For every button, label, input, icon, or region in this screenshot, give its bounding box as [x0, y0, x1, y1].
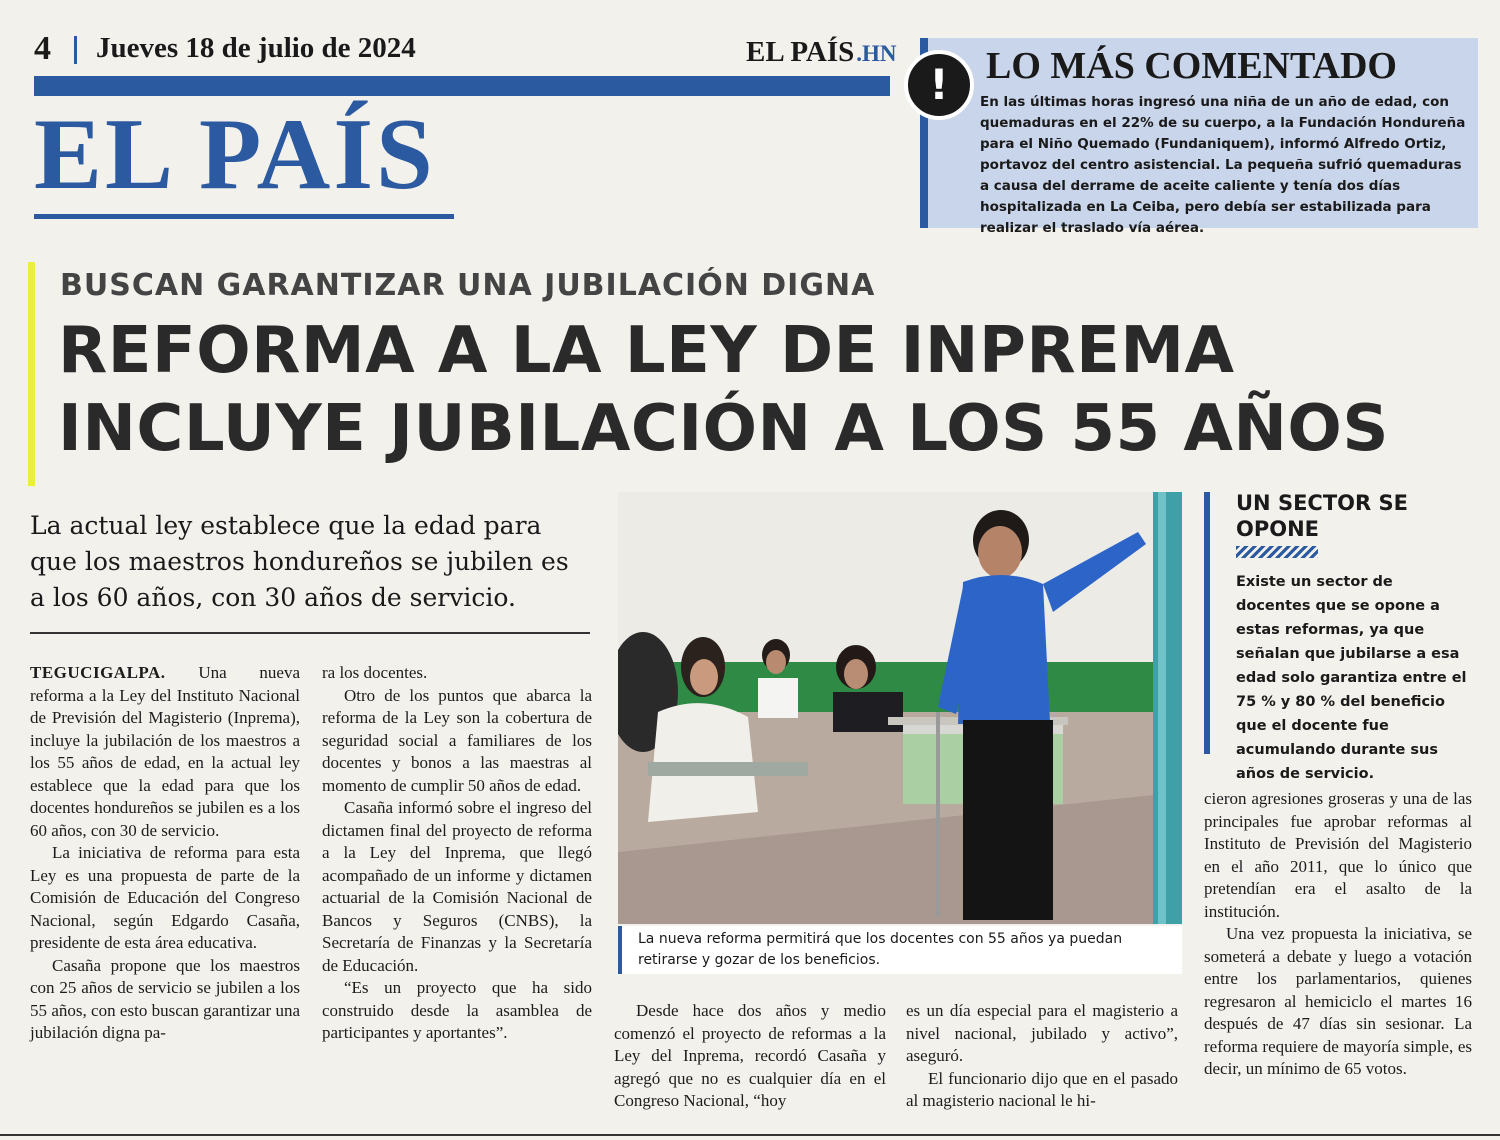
article-headline: [58, 312, 1478, 468]
highlight-box-title: LO MÁS COMENTADO: [986, 45, 1397, 87]
exclamation-icon: !: [904, 50, 974, 120]
sidebar-accent-bar: [1204, 492, 1210, 754]
article-kicker: BUSCAN GARANTIZAR UNA JUBILACIÓN DIGNA: [60, 268, 876, 303]
paragraph: cieron agresiones groseras y una de las principales fue aprobar reformas al Instituto de Previsión del Magisterio en el año 2011, que lo único que pretendían era el asalto de la institución.: [1204, 789, 1472, 921]
paragraph: Otro de los puntos que abarca la reforma de la Ley son la cobertura de seguridad social a familiares de los docentes y bonos a las maestras al momento de cumplir 50 años de edad.: [322, 685, 592, 795]
paragraph: El funcionario dijo que en el pasado al magisterio nacional le hi-: [906, 1068, 1178, 1110]
paragraph: Desde hace dos años y medio comenzó el proyecto de reformas a la Ley del Inprema, recordó Casaña y agregó que no es cualquier día en el Congreso Nacional, “hoy: [614, 1001, 886, 1110]
sidebar-text: Existe un sector de docentes que se opone a estas reformas, ya que señalan que jubilarse a esa edad solo garantiza entre el 75 % y 80 % del beneficio que el docente fue acumulando durante sus años de servicio.: [1236, 574, 1467, 782]
paragraph: “Es un proyecto que ha sido construido desde la asamblea de participantes y aportantes”.: [322, 978, 592, 1042]
page-number-separator: [74, 36, 77, 64]
highlight-box-text: En las últimas horas ingresó una niña de un año de edad, con quemaduras en el 22% de su cuerpo, a la Fundación Hondureña para el Niño Quemado (Fundaniquem), informó Alfredo Ortiz, portavoz del centro asistencial. La pequeña sufrió quemaduras a causa del derrame de aceite caliente y tenía dos días hospitalizada en La Ceiba, pero debía ser estabilizada para realizar el traslado vía aérea.: [980, 94, 1466, 236]
paragraph: Casaña informó sobre el ingreso del dictamen final del proyecto de reforma a la Ley del Inprema, que llegó acompañado de un informe y dictamen actuarial de la Comisión Nacional de Bancos y Seguros (CNBS), la Secretaría de Finanzas y la Secretaría de Educación.: [322, 798, 592, 975]
brand-suffix: .HN: [856, 41, 897, 66]
page-number: 4: [34, 30, 51, 67]
article-column-1: [30, 662, 300, 1045]
article-deck: La actual ley establece que la edad para que los maestros hondureños se jubilen es a los 60 años, con 30 años de servicio.: [30, 511, 569, 612]
header-accent-bar: [34, 76, 890, 96]
photo-caption: La nueva reforma permitirá que los docentes con 55 años ya puedan retirarse y gozar de los beneficios.: [618, 926, 1182, 974]
article-column-3: [614, 1000, 886, 1113]
paragraph: es un día especial para el magisterio a nivel nacional, jubilado y activo”, aseguró.: [906, 1001, 1178, 1065]
article-column-4: [906, 1000, 1178, 1113]
section-title-underline: [34, 214, 454, 219]
paragraph: Una nueva reforma a la Ley del Instituto Nacional de Previsión del Magisterio (Inprema), incluye la jubilación de los maestros a los 55 años de edad, en la actual ley establece que la edad para que los docentes hondureños se jubilen es a los 60 años, con 30 de servicio.: [30, 663, 300, 840]
kicker-highlight-mark: [28, 262, 35, 486]
sidebar-title: UN SECTOR SE OPONE: [1236, 491, 1408, 541]
paragraph: Una vez propuesta la iniciativa, se someterá a debate y luego a votación entre los parlamentarios, quienes regresaron al hemiciclo el martes 16 después de 47 días sin sesionar. La reforma requiere de mayoría simple, es decir, un mínimo de 65 votos.: [1204, 924, 1472, 1078]
paragraph: Casaña propone que los maestros con 25 años de servicio se jubilen a los 55 años, con esto buscan garantizar una jubilación digna pa-: [30, 955, 300, 1042]
article-dateline: TEGUCIGALPA.: [30, 663, 166, 682]
paragraph: La iniciativa de reforma para esta Ley es una propuesta de parte de la Comisión de Educación del Congreso Nacional, según Edgardo Casaña, presidente de esta área educativa.: [30, 843, 300, 952]
paragraph: ra los docentes.: [322, 663, 428, 682]
headline-line-1: REFORMA A LA LEY DE INPREMA: [58, 314, 1235, 388]
article-photo: [618, 492, 1182, 924]
article-column-2: [322, 662, 592, 1045]
deck-divider: [30, 632, 590, 634]
newspaper-brand: [746, 36, 897, 69]
article-column-5: [1204, 788, 1472, 1081]
brand-name: EL PAÍS: [746, 36, 855, 68]
classroom-photo-illustration: [618, 492, 1182, 924]
sidebar-hatch-decoration: [1236, 546, 1318, 558]
issue-date: Jueves 18 de julio de 2024: [96, 32, 416, 64]
section-title: EL PAÍS: [34, 98, 436, 211]
bottom-rule: [0, 1134, 1500, 1136]
headline-line-2: INCLUYE JUBILACIÓN A LOS 55 AÑOS: [58, 392, 1389, 466]
